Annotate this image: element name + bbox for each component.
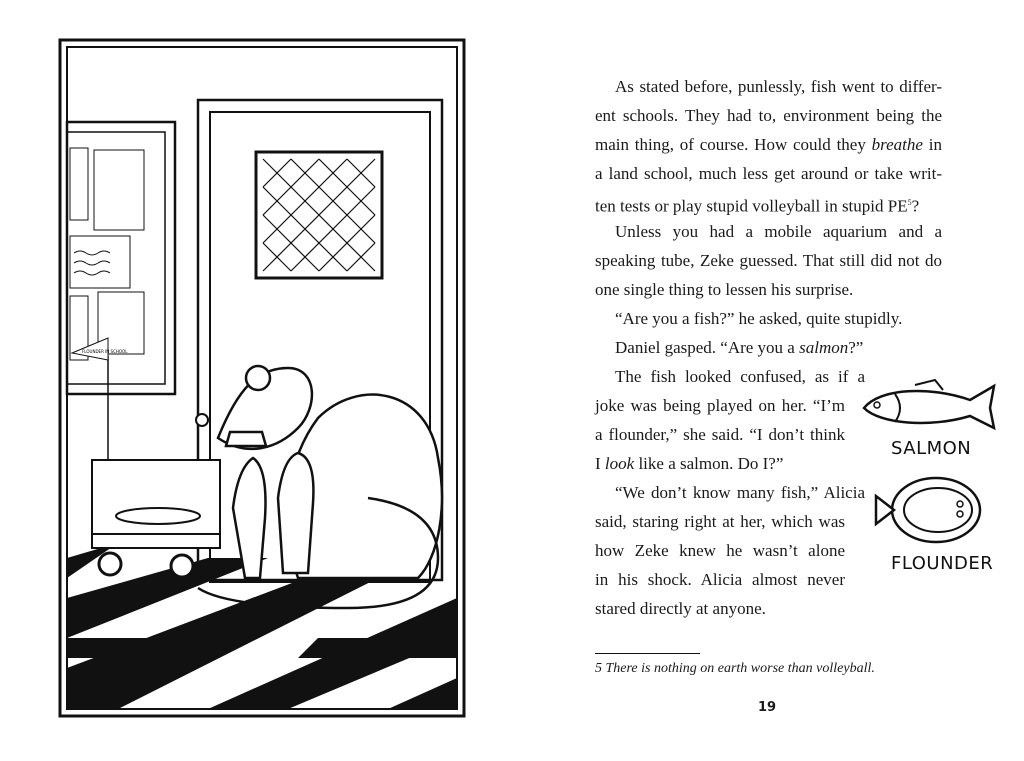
page-number: 19 [758,700,777,715]
text-line: in his shock. Alicia almost never [595,570,845,589]
text-line: one single thing to lessen his surprise. [595,280,854,299]
footnote-divider [595,653,700,654]
text-line: “Are you a fish?” he asked, quite stupidly. [615,309,903,328]
text-line: said, staring right at her, which was [595,512,845,531]
footnote: 5 There is nothing on earth worse than volleyball. [595,661,875,676]
aquarium-sign: FLOUNDER IN SCHOOL [82,349,128,354]
text-line: As stated before, punlessly, fish went to differ- [615,77,942,96]
text-line: Daniel gasped. “Are you a salmon?” [615,338,864,357]
flounder-label: FLOUNDER [891,553,994,574]
text-line: a flounder,” she said. “I don’t think [595,425,845,444]
text-line: joke was being played on her. “I’m [595,396,845,415]
text-line: “We don’t know many fish,” Alicia [615,483,865,502]
text-line: ent schools. They had to, environment being the [595,106,942,125]
flounder-drawing [872,470,984,552]
text-line: ten tests or play stupid volleyball in stupid $PE^5$? [595,196,920,216]
text-line: The fish looked confused, as if a [615,367,865,386]
text-line: I look like a salmon. Do I?” [595,454,784,473]
text-line: stared directly at anyone. [595,599,766,618]
illustration-hallway [58,38,466,718]
text-line: a land school, much less get around or take writ- [595,164,942,183]
salmon-drawing [860,378,1002,438]
salmon-label: SALMON [891,438,972,459]
text-line: speaking tube, Zeke guessed. That still did not do [595,251,942,270]
text-line: how Zeke knew he wasn’t alone [595,541,845,560]
text-line: main thing, of course. How could they breathe in [595,135,942,154]
text-line: Unless you had a mobile aquarium and a [615,222,942,241]
